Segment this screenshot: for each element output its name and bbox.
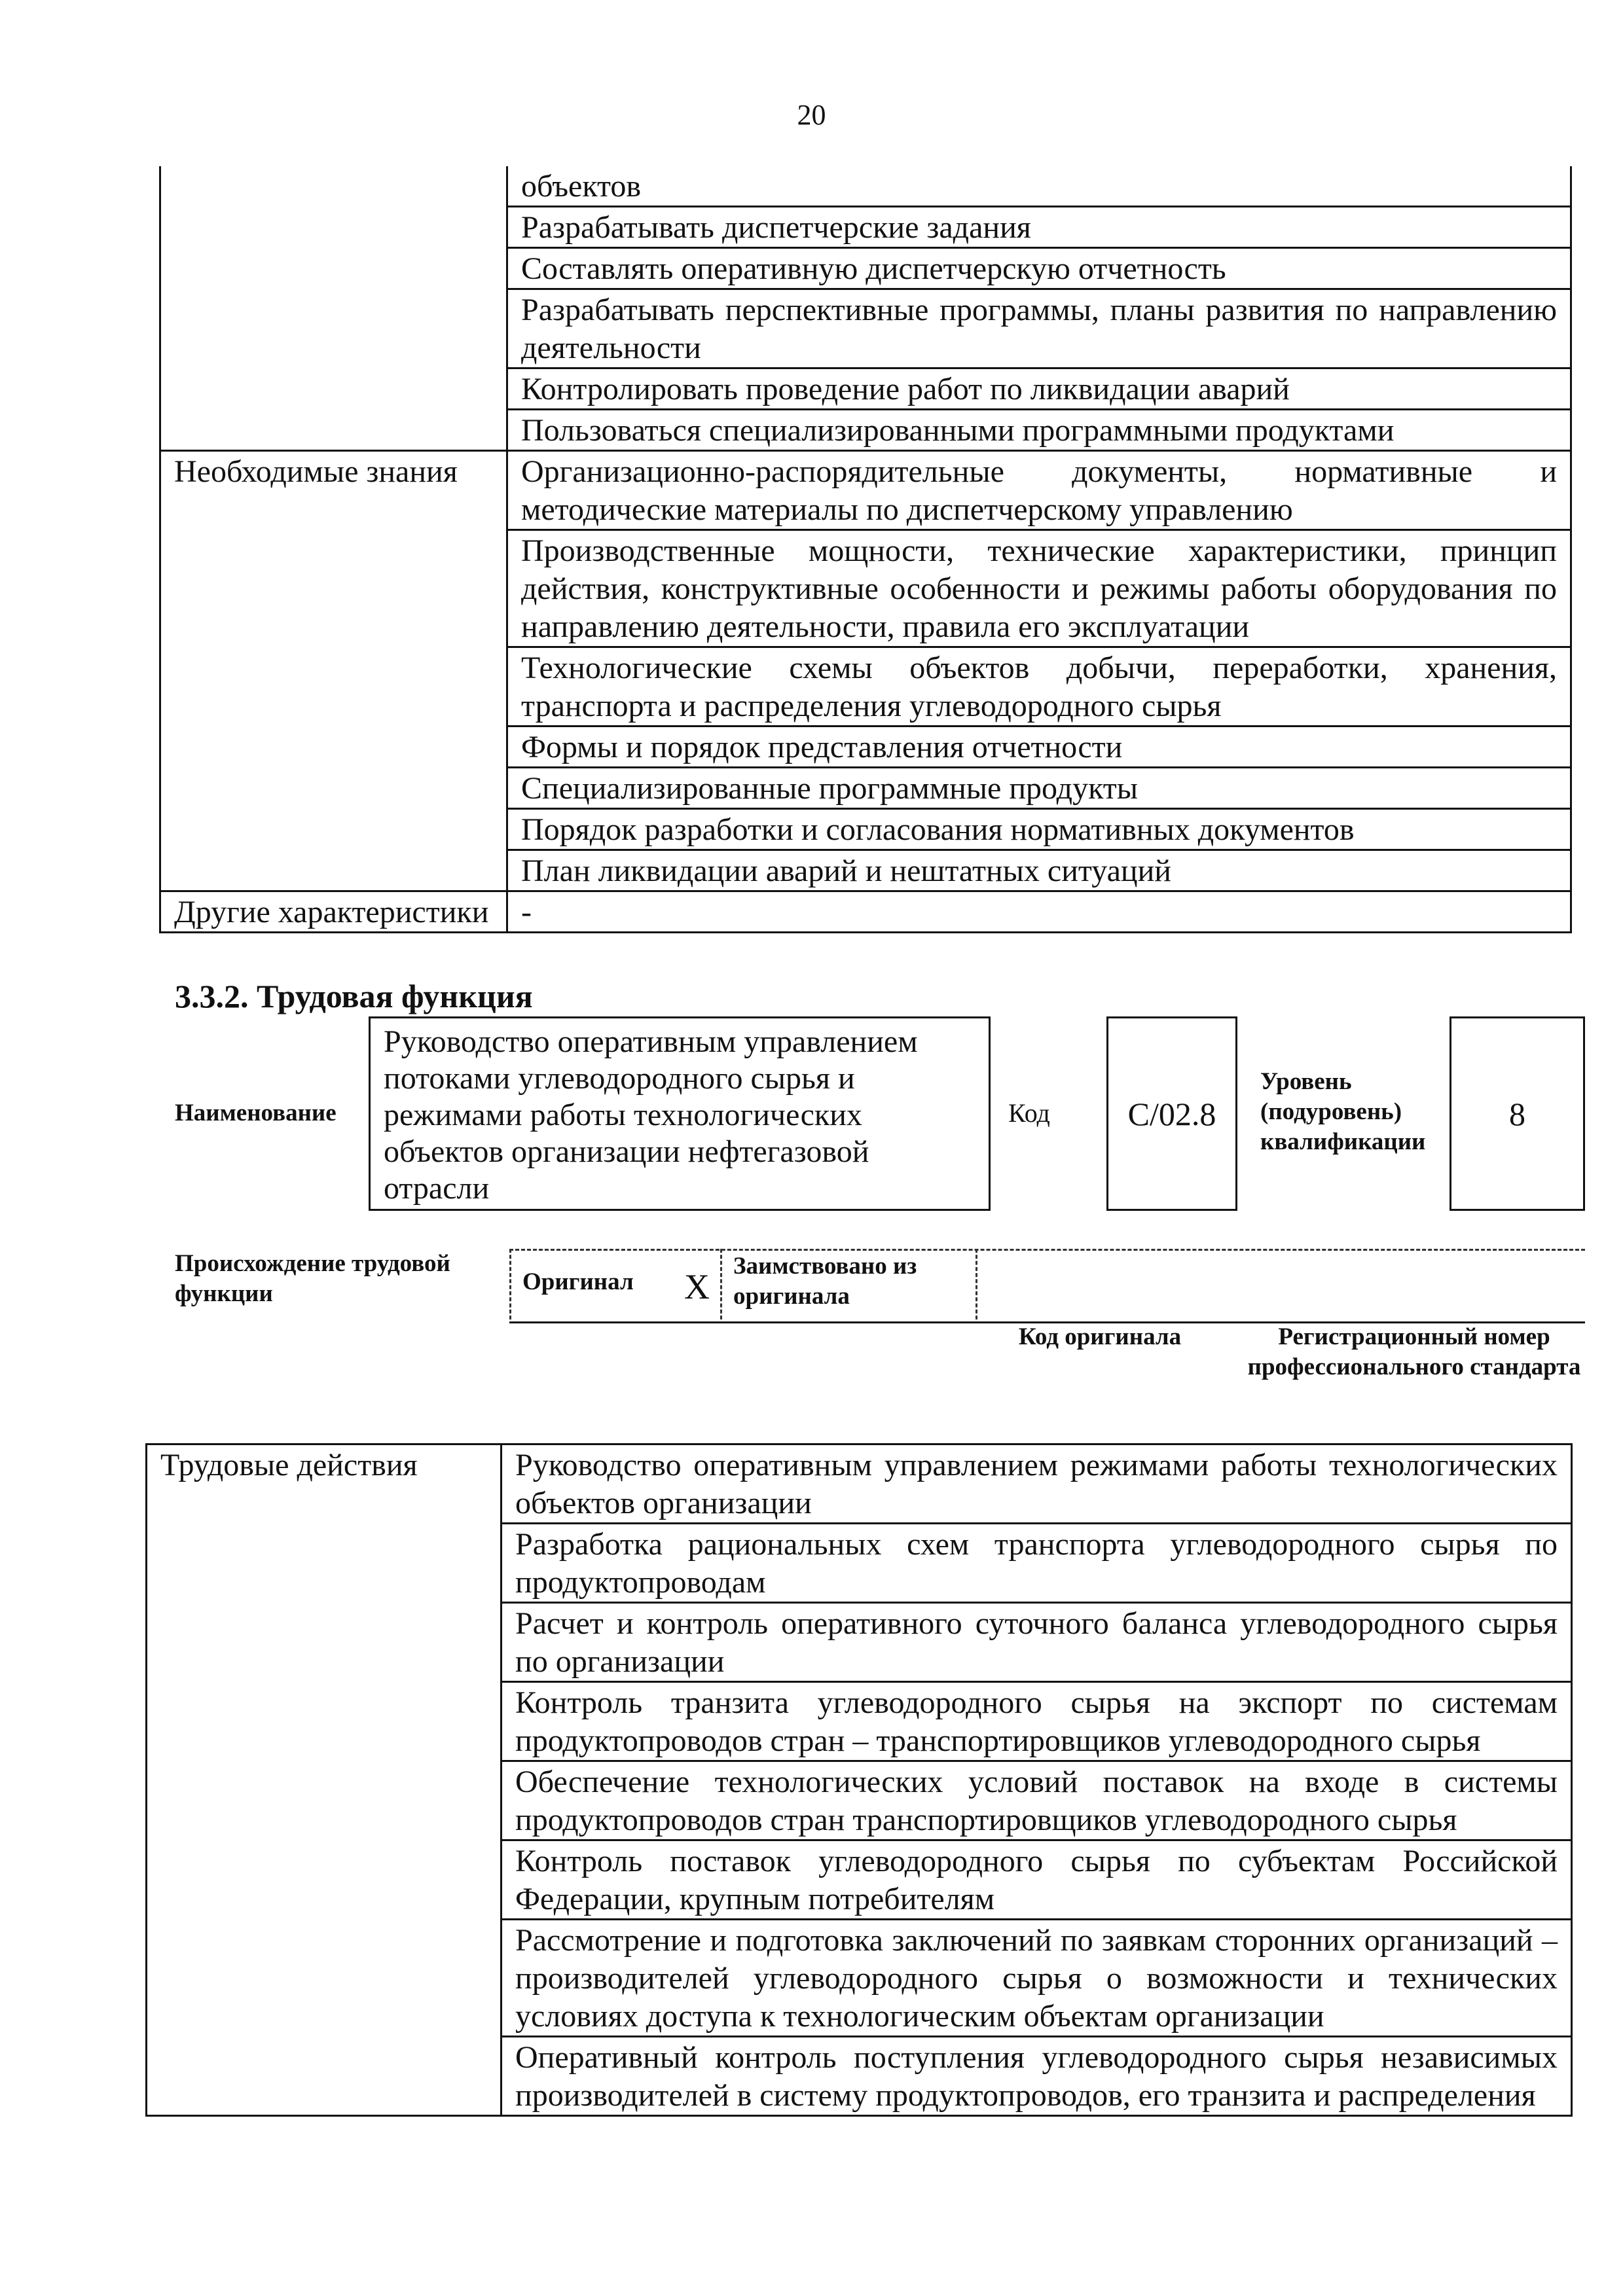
- reg-number-caption: Регистрационный номер профессионального стандарта: [1247, 1323, 1581, 1380]
- skill-item: Разрабатывать диспетчерские задания: [507, 207, 1571, 248]
- origin-divider: [509, 1249, 511, 1319]
- name-label: Наименование: [175, 1100, 337, 1126]
- action-item: Руководство оперативным управлением режимами работы технологических объектов организации: [501, 1444, 1572, 1524]
- skill-item: Составлять оперативную диспетчерскую отчетность: [507, 248, 1571, 289]
- skill-item: Разрабатывать перспективные программы, планы развития по направлению деятельности: [507, 289, 1571, 368]
- level-label: Уровень (подуровень) квалификации: [1260, 1068, 1426, 1155]
- action-item: Оперативный контроль поступления углеводородного сырья независимых производителей в систему продуктопроводов, его транзита и распределения: [501, 2037, 1572, 2116]
- knowledge-item: План ликвидации аварий и нештатных ситуаций: [507, 850, 1571, 891]
- table-row: [147, 1444, 1572, 1524]
- table-row: [160, 891, 1571, 933]
- knowledge-item: Порядок разработки и согласования нормативных документов: [507, 809, 1571, 850]
- level-box: [1450, 1016, 1585, 1211]
- actions-label: Трудовые действия: [147, 1444, 501, 2116]
- code-original-caption: Код оригинала: [1018, 1323, 1182, 1350]
- row-label: [160, 166, 507, 451]
- action-item: Разработка рациональных схем транспорта углеводородного сырья по продуктопроводам: [501, 1524, 1572, 1603]
- knowledge-item: Производственные мощности, технические характеристики, принцип действия, конструктивные особенности и режимы работы оборудования по направлению деятельности, правила его эксплуатации: [507, 530, 1571, 647]
- row-label-knowledge: Необходимые знания: [160, 451, 507, 891]
- function-name-box: [369, 1016, 991, 1211]
- section-heading: 3.3.2. Трудовая функция: [175, 978, 533, 1014]
- action-item: Контроль транзита углеводородного сырья на экспорт по системам продуктопроводов стран – транспортировщиков углеводородного сырья: [501, 1682, 1572, 1761]
- page-number: 20: [797, 99, 826, 131]
- knowledge-item: Организационно-распорядительные документы, нормативные и методические материалы по диспетчерскому управлению: [507, 451, 1571, 530]
- origin-label: Происхождение трудовой функции: [175, 1250, 450, 1307]
- original-label: Оригинал: [522, 1268, 634, 1295]
- labor-actions-table: [145, 1443, 1573, 2117]
- borrowed-label: Заимствовано из оригинала: [733, 1253, 917, 1310]
- code-label: Код: [1008, 1098, 1050, 1128]
- row-label-other: Другие характеристики: [160, 891, 507, 933]
- origin-divider: [720, 1249, 722, 1319]
- action-item: Расчет и контроль оперативного суточного баланса углеводородного сырья по организации: [501, 1603, 1572, 1682]
- continuation-table: [159, 166, 1572, 933]
- action-item: Контроль поставок углеводородного сырья по субъектам Российской Федерации, крупным потребителям: [501, 1840, 1572, 1920]
- other-item: -: [507, 891, 1571, 933]
- function-name: Руководство оперативным управлением потоками углеводородного сырья и режимами работы технологических объектов организации нефтегазовой отрасли: [384, 1024, 918, 1206]
- action-item: Рассмотрение и подготовка заключений по заявкам сторонних организаций – производителей углеводородного сырья о возможности и технических условиях доступа к технологическим объектам организации: [501, 1920, 1572, 2037]
- knowledge-item: Формы и порядок представления отчетности: [507, 726, 1571, 768]
- code-value: C/02.8: [1127, 1095, 1216, 1132]
- level-value: 8: [1509, 1095, 1525, 1132]
- skill-item: объектов: [507, 166, 1571, 207]
- original-mark: X: [684, 1267, 710, 1306]
- knowledge-item: Специализированные программные продукты: [507, 768, 1571, 809]
- origin-divider: [976, 1249, 977, 1319]
- code-box: [1106, 1016, 1237, 1211]
- knowledge-item: Технологические схемы объектов добычи, переработки, хранения, транспорта и распределения углеводородного сырья: [507, 647, 1571, 726]
- table-row: [160, 451, 1571, 530]
- table-row: [160, 166, 1571, 207]
- action-item: Обеспечение технологических условий поставок на входе в системы продуктопроводов стран транспортировщиков углеводородного сырья: [501, 1761, 1572, 1840]
- skill-item: Контролировать проведение работ по ликвидации аварий: [507, 368, 1571, 410]
- skill-item: Пользоваться специализированными программными продуктами: [507, 410, 1571, 451]
- origin-row: [509, 1249, 1585, 1323]
